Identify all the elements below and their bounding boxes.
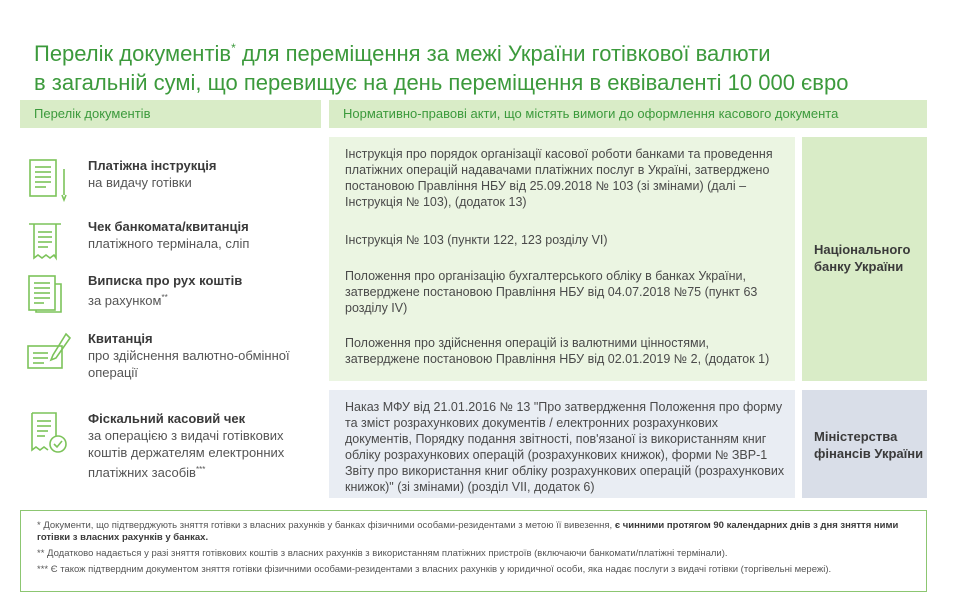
authority-label: Національного банку України xyxy=(814,242,911,274)
page-title: Перелік документів* для переміщення за межі України готівкової валюти в загальній сумі, що перевищує на день переміщення в еквіваленті 10 000 євро xyxy=(34,41,849,95)
act-item: Наказ МФУ від 21.01.2016 № 13 "Про затвердження Положення про форму та зміст розрахункових документів / електронних розрахункових документів, Порядку подання звітності, пов'язаної із використанням книг обліку розрахункових операцій (розрахункових книжок), форми № ЗВР-1 Звіту про використання книг обліку розрахункових операцій (розрахункових книжок)" (зі змінами) (розділ VII, додаток 6) xyxy=(345,400,785,494)
act-item: Положення про здійснення операцій із валютними цінностями, затверджене постановою Правління НБУ від 02.01.2019 № 2, (додаток 1) xyxy=(345,336,770,366)
nbu-authority-cell xyxy=(802,137,927,381)
footnote-3: *** Є також підтвердним документом зняття готівки фізичними особами-резидентами з власних рахунків у юридичної особи, яка надає послуги з видачі готівки (торгівельні мережі). xyxy=(37,564,832,575)
atm-receipt-icon xyxy=(26,218,72,264)
document-name: Чек банкомата/квитанція xyxy=(88,219,249,234)
acts-header: Нормативно-правові акти, що містять вимоги до оформлення касового документа xyxy=(329,100,927,128)
document-description: на видачу готівки xyxy=(88,175,192,190)
mfu-authority-cell xyxy=(802,390,927,498)
account-statement-icon xyxy=(26,272,72,318)
mfu-acts-panel xyxy=(329,390,795,498)
footnote-2: ** Додатково надається у разі зняття готівкових коштів з власних рахунків з використанням платіжних пристроїв (включаючи банкомати/платіжні термінали). xyxy=(37,548,728,559)
fiscal-check-icon xyxy=(26,410,72,456)
document-name: Фіскальний касовий чек xyxy=(88,411,246,426)
document-description: за рахунком** xyxy=(88,293,168,308)
receipt-pen-icon xyxy=(26,330,72,376)
footnotes xyxy=(20,510,927,592)
act-item: Інструкція № 103 (пункти 122, 123 розділу VI) xyxy=(345,233,608,247)
nbu-acts-panel xyxy=(329,137,795,381)
act-item: Положення про організацію бухгалтерського обліку в банках України, затверджене постановою Правління НБУ від 04.07.2018 №75 (пункт 63 розділу IV) xyxy=(345,269,758,315)
document-description: про здійснення валютно-обмінної операції xyxy=(88,348,290,380)
act-item: Інструкція про порядок організації касової роботи банками та проведення платіжних операцій надавачами платіжних послуг в Україні, затверджено постановою Правління НБУ від 25.09.2018 № 103 (зі змінами) (далі – Інструкція № 103), (додаток 13) xyxy=(345,147,773,209)
authority-label: Міністерства фінансів України xyxy=(814,429,924,461)
document-description: за операцією з видачі готівкових коштів держателям електронних платіжних засобів*** xyxy=(88,428,285,480)
documents-header: Перелік документів xyxy=(20,100,321,128)
document-name: Виписка про рух коштів xyxy=(88,273,243,288)
footnote-1: * Документи, що підтверджують зняття готівки з власних рахунків у банках фізичними особами-резидентами з метою її вивезення, є чинними протягом 90 календарних днів з дня зняття ними готівки з власних рахунків у банках. xyxy=(37,520,899,543)
payment-instruction-icon xyxy=(26,157,72,203)
document-description: платіжного термінала, сліп xyxy=(88,236,250,251)
document-name: Платіжна інструкція xyxy=(88,158,217,173)
document-name: Квитанція xyxy=(88,331,153,346)
